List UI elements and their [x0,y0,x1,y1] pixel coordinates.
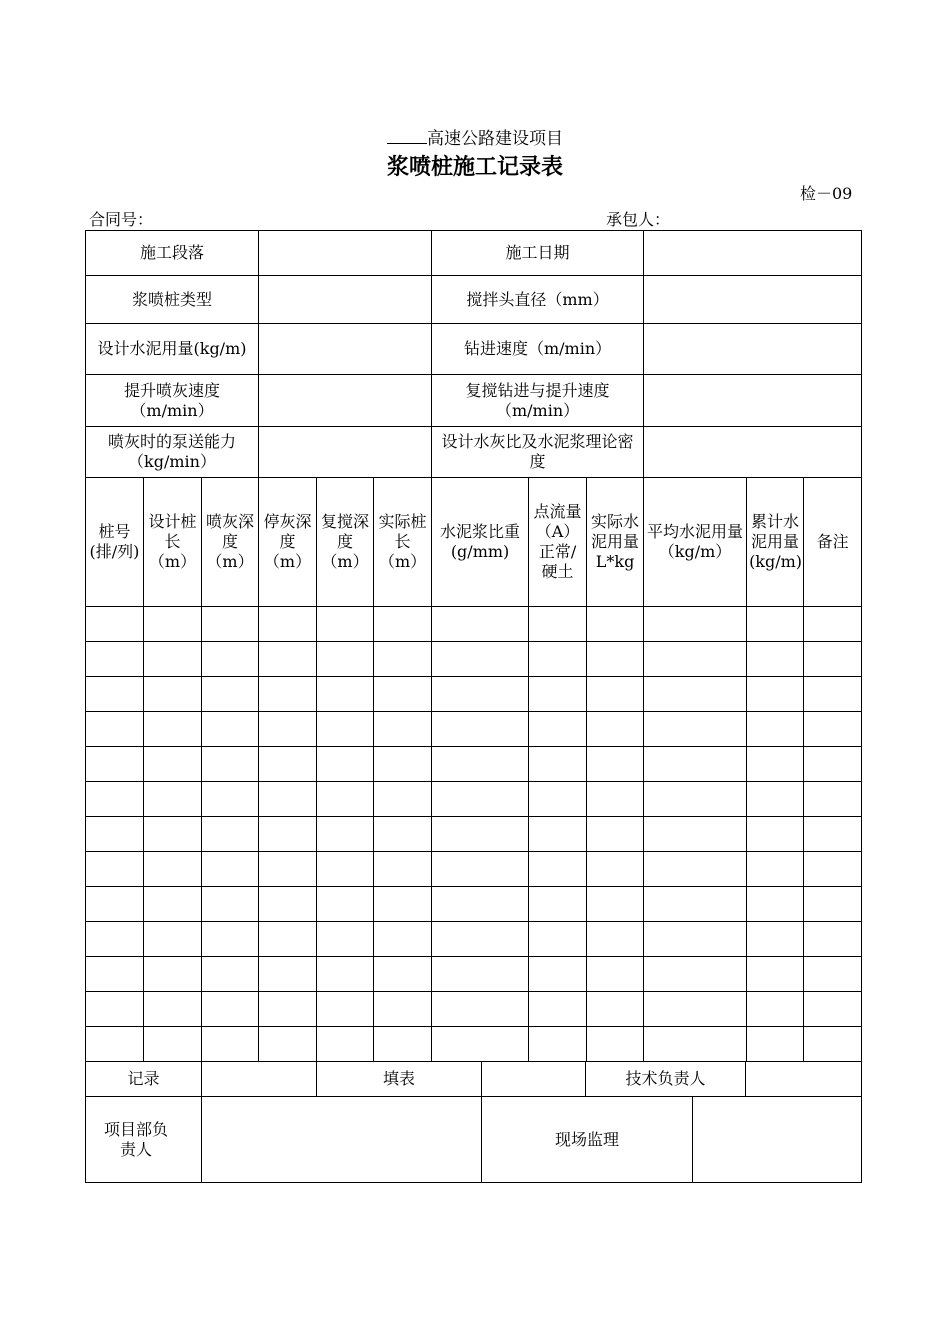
table-cell[interactable] [144,887,202,922]
table-cell[interactable] [587,887,644,922]
page-title: 浆喷桩施工记录表 [386,154,563,180]
table-cell[interactable] [804,922,862,957]
table-cell[interactable] [644,817,747,852]
project-manager-value[interactable] [202,1097,482,1183]
table-cell[interactable] [317,887,374,922]
project-manager-label: 项目部负责人 [86,1097,202,1183]
table-cell[interactable] [202,712,259,747]
info-right-value[interactable] [644,276,862,324]
table-cell[interactable] [747,992,804,1027]
table-cell[interactable] [317,1027,374,1062]
table-cell[interactable] [432,887,529,922]
table-cell[interactable] [747,817,804,852]
table-row [86,922,862,957]
table-cell[interactable] [259,1027,317,1062]
table-cell[interactable] [529,992,587,1027]
info-row [86,375,862,427]
info-left-label: 设计水泥用量(kg/m) [86,324,259,375]
table-cell[interactable] [804,712,862,747]
table-cell[interactable] [202,1027,259,1062]
signature-row [85,1061,862,1097]
table-cell[interactable] [374,957,432,992]
table-cell[interactable] [804,992,862,1027]
column-header: 复搅深度（m） [317,478,374,607]
table-cell[interactable] [644,782,747,817]
info-left-value[interactable] [259,324,432,375]
table-row [86,747,862,782]
table-row [86,852,862,887]
table-cell[interactable] [202,642,259,677]
table-cell[interactable] [86,747,144,782]
supervision-value[interactable] [693,1097,862,1183]
table-row [86,817,862,852]
table-cell[interactable] [259,957,317,992]
table-cell[interactable] [374,747,432,782]
tech-lead-value[interactable] [746,1062,862,1097]
table-cell[interactable] [804,1027,862,1062]
info-right-value[interactable] [644,231,862,276]
column-header: 实际水泥用量L*kg [587,478,644,607]
info-right-label: 搅拌头直径（mm） [432,276,644,324]
table-cell[interactable] [317,782,374,817]
table-cell[interactable] [374,642,432,677]
info-left-value[interactable] [259,427,432,478]
table-cell[interactable] [317,817,374,852]
table-cell[interactable] [317,677,374,712]
table-cell[interactable] [644,642,747,677]
column-header: 点流量（A）正常/硬土 [529,478,587,607]
table-cell[interactable] [374,677,432,712]
table-cell[interactable] [144,677,202,712]
table-cell[interactable] [587,817,644,852]
table-cell[interactable] [202,747,259,782]
table-cell[interactable] [202,992,259,1027]
table-cell[interactable] [747,922,804,957]
info-left-value[interactable] [259,231,432,276]
table-cell[interactable] [644,747,747,782]
table-cell[interactable] [259,747,317,782]
project-subtitle [0,124,950,149]
table-cell[interactable] [86,607,144,642]
table-cell[interactable] [432,852,529,887]
column-header-row [86,478,862,607]
info-left-value[interactable] [259,276,432,324]
table-cell[interactable] [259,677,317,712]
table-row [86,1027,862,1062]
form-code: 检－09 [800,184,853,203]
table-cell[interactable] [144,992,202,1027]
column-header: 停灰深度（m） [259,478,317,607]
table-cell[interactable] [317,712,374,747]
table-cell[interactable] [529,782,587,817]
table-cell[interactable] [804,642,862,677]
table-cell[interactable] [747,957,804,992]
table-cell[interactable] [644,852,747,887]
table-cell[interactable] [202,922,259,957]
table-cell[interactable] [644,1027,747,1062]
table-cell[interactable] [529,677,587,712]
table-cell[interactable] [259,852,317,887]
table-cell[interactable] [432,677,529,712]
table-cell[interactable] [86,782,144,817]
subtitle-text: 高速公路建设项目 [427,129,563,149]
table-cell[interactable] [86,817,144,852]
info-row [86,231,862,276]
info-row [86,427,862,478]
table-cell[interactable] [259,887,317,922]
table-cell[interactable] [202,852,259,887]
table-cell[interactable] [259,782,317,817]
record-table [85,230,862,1062]
record-value[interactable] [202,1062,317,1097]
table-cell[interactable] [144,957,202,992]
table-cell[interactable] [529,642,587,677]
table-cell[interactable] [529,817,587,852]
table-row [86,782,862,817]
column-header: 水泥浆比重(g/mm) [432,478,529,607]
table-cell[interactable] [374,922,432,957]
project-name-blank[interactable] [387,131,427,144]
table-cell[interactable] [804,887,862,922]
table-cell[interactable] [644,607,747,642]
table-cell[interactable] [529,747,587,782]
tech-lead-label: 技术负责人 [586,1062,746,1097]
table-cell[interactable] [144,1027,202,1062]
table-cell[interactable] [804,852,862,887]
column-header: 累计水泥用量(kg/m) [747,478,804,607]
table-cell[interactable] [374,992,432,1027]
table-cell[interactable] [86,922,144,957]
table-cell[interactable] [144,817,202,852]
info-right-label: 设计水灰比及水泥浆理论密度 [432,427,644,478]
table-cell[interactable] [317,747,374,782]
table-cell[interactable] [317,957,374,992]
table-cell[interactable] [529,887,587,922]
table-cell[interactable] [587,607,644,642]
table-cell[interactable] [374,607,432,642]
contract-number-label: 合同号： [89,210,154,229]
table-cell[interactable] [144,922,202,957]
table-cell[interactable] [432,957,529,992]
table-cell[interactable] [644,887,747,922]
table-cell[interactable] [804,747,862,782]
table-cell[interactable] [804,607,862,642]
table-cell[interactable] [587,992,644,1027]
table-cell[interactable] [432,607,529,642]
info-right-label: 施工日期 [432,231,644,276]
table-cell[interactable] [432,1027,529,1062]
table-cell[interactable] [259,817,317,852]
table-cell[interactable] [804,677,862,712]
table-cell[interactable] [86,712,144,747]
table-cell[interactable] [202,607,259,642]
table-cell[interactable] [317,852,374,887]
table-cell[interactable] [747,677,804,712]
table-cell[interactable] [587,852,644,887]
table-cell[interactable] [587,782,644,817]
table-cell[interactable] [86,677,144,712]
info-right-value[interactable] [644,427,862,478]
table-cell[interactable] [432,992,529,1027]
table-cell[interactable] [529,1027,587,1062]
table-cell[interactable] [144,852,202,887]
column-header: 设计桩长（m） [144,478,202,607]
table-cell[interactable] [587,957,644,992]
table-cell[interactable] [587,642,644,677]
table-cell[interactable] [432,817,529,852]
table-cell[interactable] [374,887,432,922]
table-cell[interactable] [86,1027,144,1062]
table-cell[interactable] [374,852,432,887]
info-right-value[interactable] [644,324,862,375]
table-row [86,887,862,922]
fill-value[interactable] [482,1062,586,1097]
table-cell[interactable] [144,712,202,747]
table-cell[interactable] [317,607,374,642]
table-cell[interactable] [144,782,202,817]
table-cell[interactable] [644,957,747,992]
table-cell[interactable] [86,957,144,992]
table-cell[interactable] [529,712,587,747]
table-cell[interactable] [804,782,862,817]
table-cell[interactable] [86,992,144,1027]
table-cell[interactable] [144,747,202,782]
info-row [86,276,862,324]
table-cell[interactable] [747,642,804,677]
table-cell[interactable] [747,607,804,642]
table-row [86,677,862,712]
table-cell[interactable] [529,922,587,957]
table-cell[interactable] [747,782,804,817]
column-header: 平均水泥用量（kg/m） [644,478,747,607]
table-cell[interactable] [747,747,804,782]
info-right-label: 复搅钻进与提升速度（m/min） [432,375,644,427]
table-row [86,642,862,677]
table-cell[interactable] [432,712,529,747]
table-cell[interactable] [317,642,374,677]
info-left-label: 施工段落 [86,231,259,276]
table-cell[interactable] [202,887,259,922]
table-cell[interactable] [587,922,644,957]
table-cell[interactable] [202,782,259,817]
table-cell[interactable] [374,782,432,817]
table-cell[interactable] [587,747,644,782]
table-cell[interactable] [144,607,202,642]
table-cell[interactable] [259,642,317,677]
approval-row [85,1096,862,1183]
table-cell[interactable] [374,712,432,747]
table-cell[interactable] [644,712,747,747]
table-cell[interactable] [747,887,804,922]
table-cell[interactable] [432,747,529,782]
table-cell[interactable] [202,677,259,712]
column-header: 喷灰深度（m） [202,478,259,607]
table-cell[interactable] [587,677,644,712]
table-cell[interactable] [259,712,317,747]
supervision-label: 现场监理 [482,1097,693,1183]
table-cell[interactable] [747,712,804,747]
table-cell[interactable] [804,957,862,992]
table-cell[interactable] [747,1027,804,1062]
info-left-label: 提升喷灰速度（m/min） [86,375,259,427]
table-cell[interactable] [747,852,804,887]
info-left-label: 浆喷桩类型 [86,276,259,324]
contractor-label: 承包人： [606,210,671,229]
table-cell[interactable] [432,922,529,957]
table-row [86,712,862,747]
table-cell[interactable] [374,1027,432,1062]
table-cell[interactable] [529,607,587,642]
table-cell[interactable] [529,852,587,887]
info-right-value[interactable] [644,375,862,427]
table-cell[interactable] [644,677,747,712]
table-cell[interactable] [259,607,317,642]
info-row [86,324,862,375]
column-header: 桩号(排/列) [86,478,144,607]
column-header: 实际桩长（m） [374,478,432,607]
table-cell[interactable] [202,957,259,992]
table-row [86,957,862,992]
info-right-label: 钻进速度（m/min） [432,324,644,375]
info-left-value[interactable] [259,375,432,427]
table-cell[interactable] [432,782,529,817]
table-cell[interactable] [144,642,202,677]
table-cell[interactable] [432,642,529,677]
table-cell[interactable] [86,852,144,887]
record-label: 记录 [86,1062,202,1097]
table-cell[interactable] [529,957,587,992]
table-cell[interactable] [587,1027,644,1062]
table-cell[interactable] [202,817,259,852]
table-cell[interactable] [317,922,374,957]
table-cell[interactable] [374,817,432,852]
table-cell[interactable] [317,992,374,1027]
table-cell[interactable] [86,642,144,677]
info-left-label: 喷灰时的泵送能力（kg/min） [86,427,259,478]
table-cell[interactable] [259,992,317,1027]
table-cell[interactable] [804,817,862,852]
table-cell[interactable] [587,712,644,747]
table-row [86,607,862,642]
column-header: 备注 [804,478,862,607]
table-cell[interactable] [644,922,747,957]
fill-label: 填表 [317,1062,482,1097]
table-cell[interactable] [259,922,317,957]
table-cell[interactable] [86,887,144,922]
table-row [86,992,862,1027]
table-cell[interactable] [644,992,747,1027]
